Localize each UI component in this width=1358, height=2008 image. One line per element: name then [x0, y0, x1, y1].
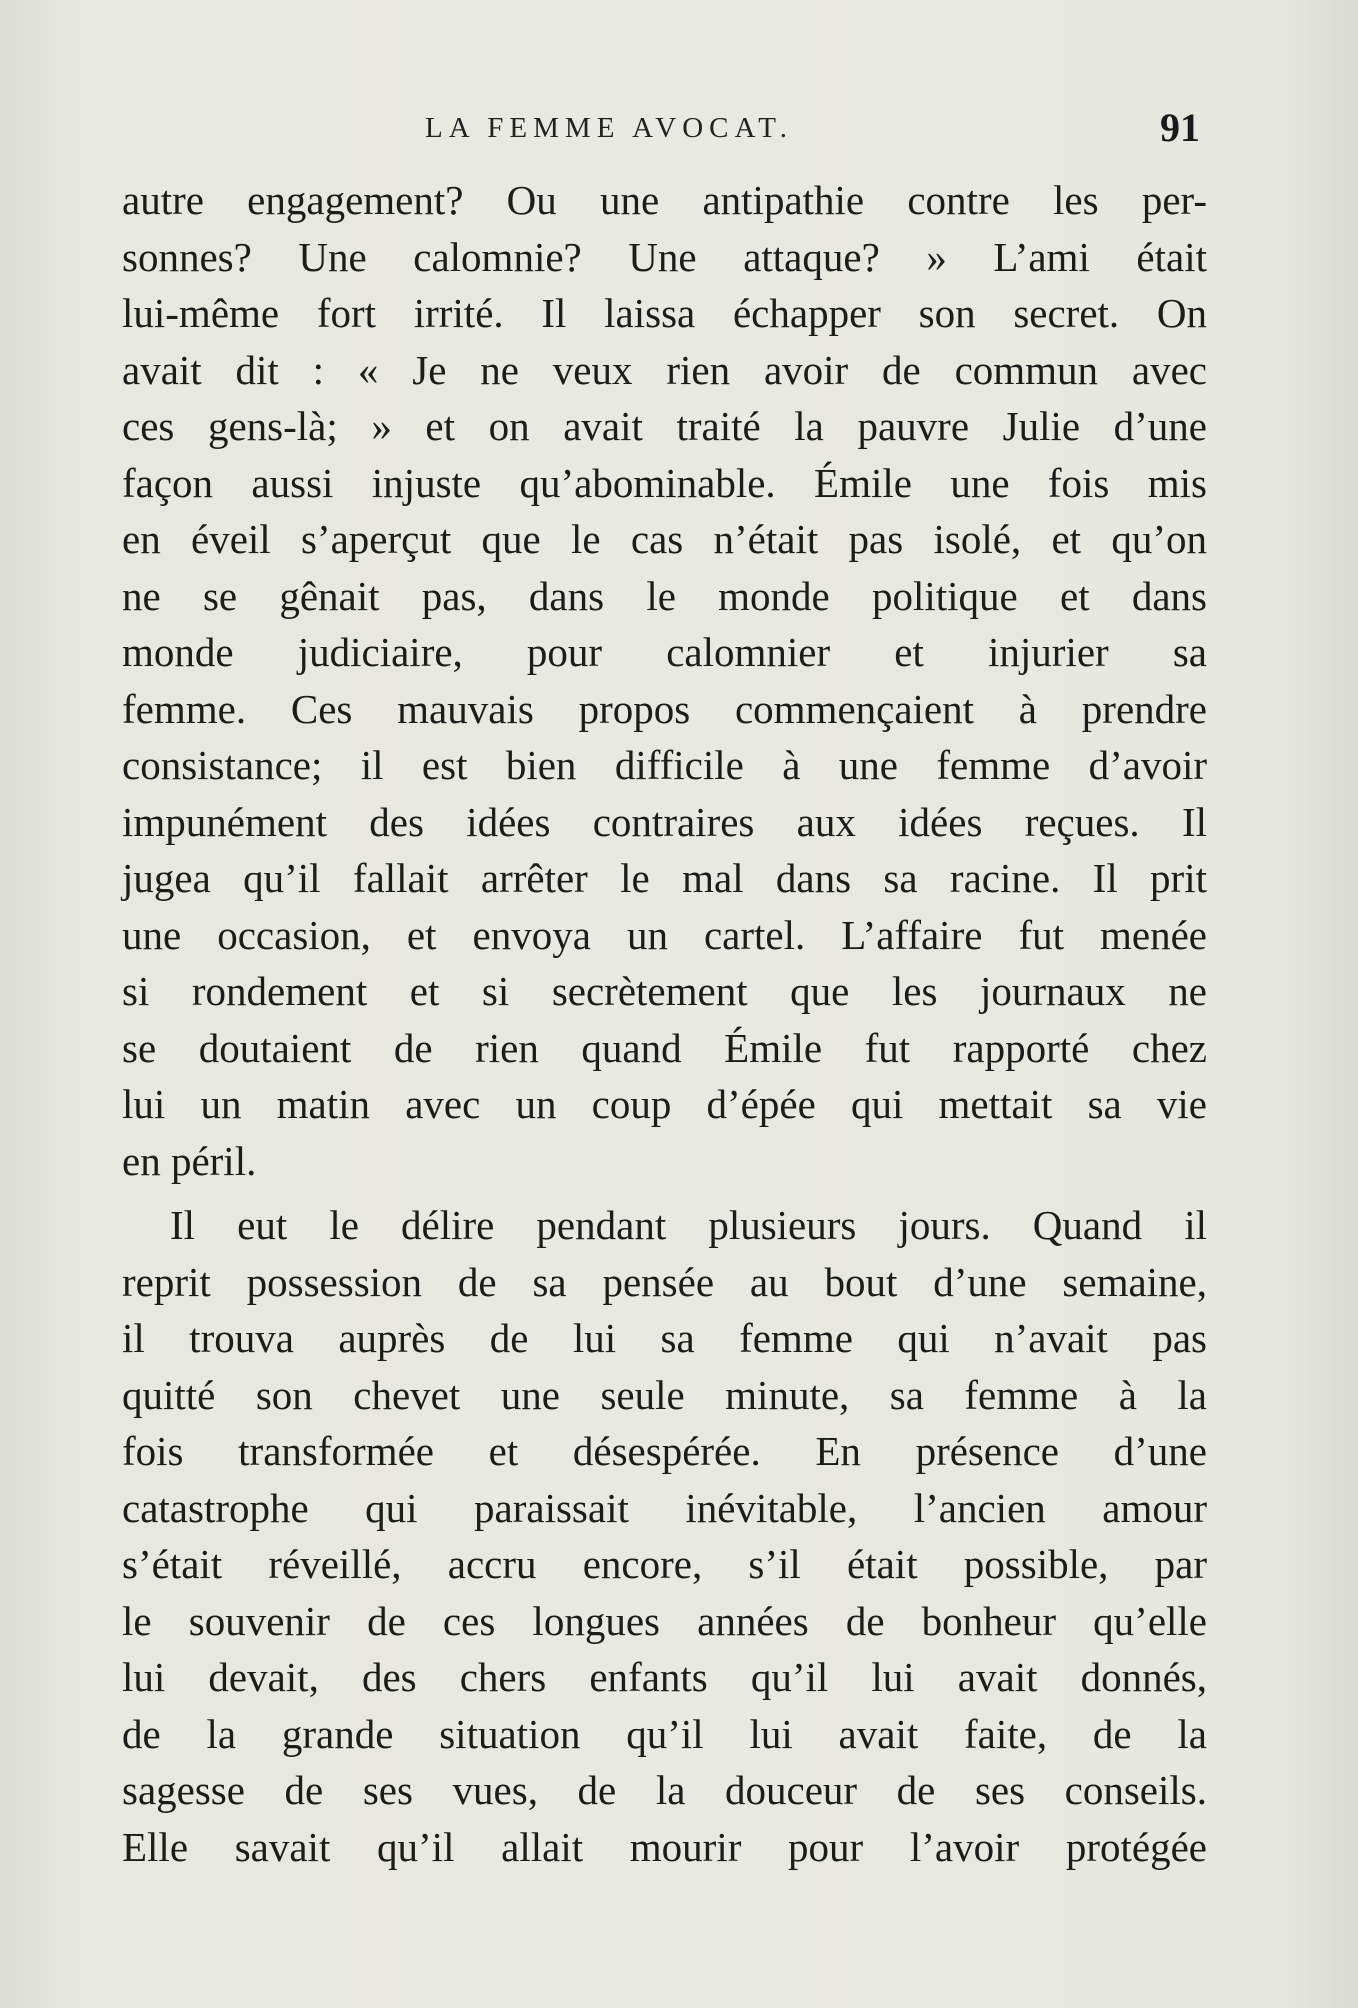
paragraph	[122, 1197, 1207, 1875]
text-line: sagesse de ses vues, de la douceur de ses conseils.	[122, 1767, 1207, 1813]
text-line: femme. Ces mauvais propos commençaient à prendre	[122, 685, 1207, 732]
text-line: lui-même fort irrité. Il laissa échapper son secret. On	[122, 290, 1207, 336]
text-line: impunément des idées contraires aux idées reçues. Il	[122, 798, 1207, 845]
text-line: en péril.	[122, 1137, 257, 1184]
text-line: ne se gênait pas, dans le monde politique et dans	[122, 572, 1207, 619]
text-line: sonnes? Une calomnie? Une attaque? » L’ami était	[122, 233, 1207, 280]
text-line: consistance; il est bien difficile à une femme d’avoir	[122, 742, 1207, 788]
text-line: il trouva auprès de lui sa femme qui n’avait pas	[122, 1315, 1207, 1361]
text-line: s’était réveillé, accru encore, s’il était possible, par	[122, 1541, 1207, 1587]
text-line: façon aussi injuste qu’abominable. Émile une fois mis	[122, 459, 1207, 506]
text-line: avait dit : « Je ne veux rien avoir de commun avec	[122, 346, 1207, 393]
text-line: lui un matin avec un coup d’épée qui mettait sa vie	[122, 1081, 1207, 1127]
text-line: quitté son chevet une seule minute, sa femme à la	[122, 1371, 1207, 1418]
page-header	[120, 105, 1200, 158]
text-line: reprit possession de sa pensée au bout d’une semaine,	[122, 1258, 1207, 1305]
text-line: Elle savait qu’il allait mourir pour l’avoir protégée	[122, 1823, 1207, 1870]
running-title: LA FEMME AVOCAT.	[425, 112, 794, 144]
text-line: Il eut le délire pendant plusieurs jours. Quand il	[170, 1202, 1207, 1248]
text-line: se doutaient de rien quand Émile fut rapporté chez	[122, 1024, 1207, 1071]
body-text	[122, 172, 1207, 1875]
text-line: monde judiciaire, pour calomnier et injurier sa	[122, 629, 1207, 675]
text-line: ces gens-là; » et on avait traité la pauvre Julie d’une	[122, 403, 1207, 449]
text-line: en éveil s’aperçut que le cas n’était pas isolé, et qu’on	[122, 516, 1207, 562]
text-line: jugea qu’il fallait arrêter le mal dans sa racine. Il prit	[122, 855, 1207, 901]
text-line: lui devait, des chers enfants qu’il lui avait donnés,	[122, 1654, 1207, 1700]
text-line: catastrophe qui paraissait inévitable, l’ancien amour	[122, 1484, 1207, 1531]
page-number: 91	[1160, 105, 1200, 150]
text-line: de la grande situation qu’il lui avait faite, de la	[122, 1710, 1207, 1757]
paragraph-gap	[122, 1189, 1207, 1197]
text-line: si rondement et si secrètement que les journaux ne	[122, 968, 1207, 1014]
text-line: autre engagement? Ou une antipathie contre les per-	[122, 177, 1207, 223]
text-line: le souvenir de ces longues années de bonheur qu’elle	[122, 1597, 1207, 1644]
text-line: une occasion, et envoya un cartel. L’affaire fut menée	[122, 911, 1207, 958]
text-line: fois transformée et désespérée. En présence d’une	[122, 1428, 1207, 1474]
paragraph	[122, 172, 1207, 1189]
